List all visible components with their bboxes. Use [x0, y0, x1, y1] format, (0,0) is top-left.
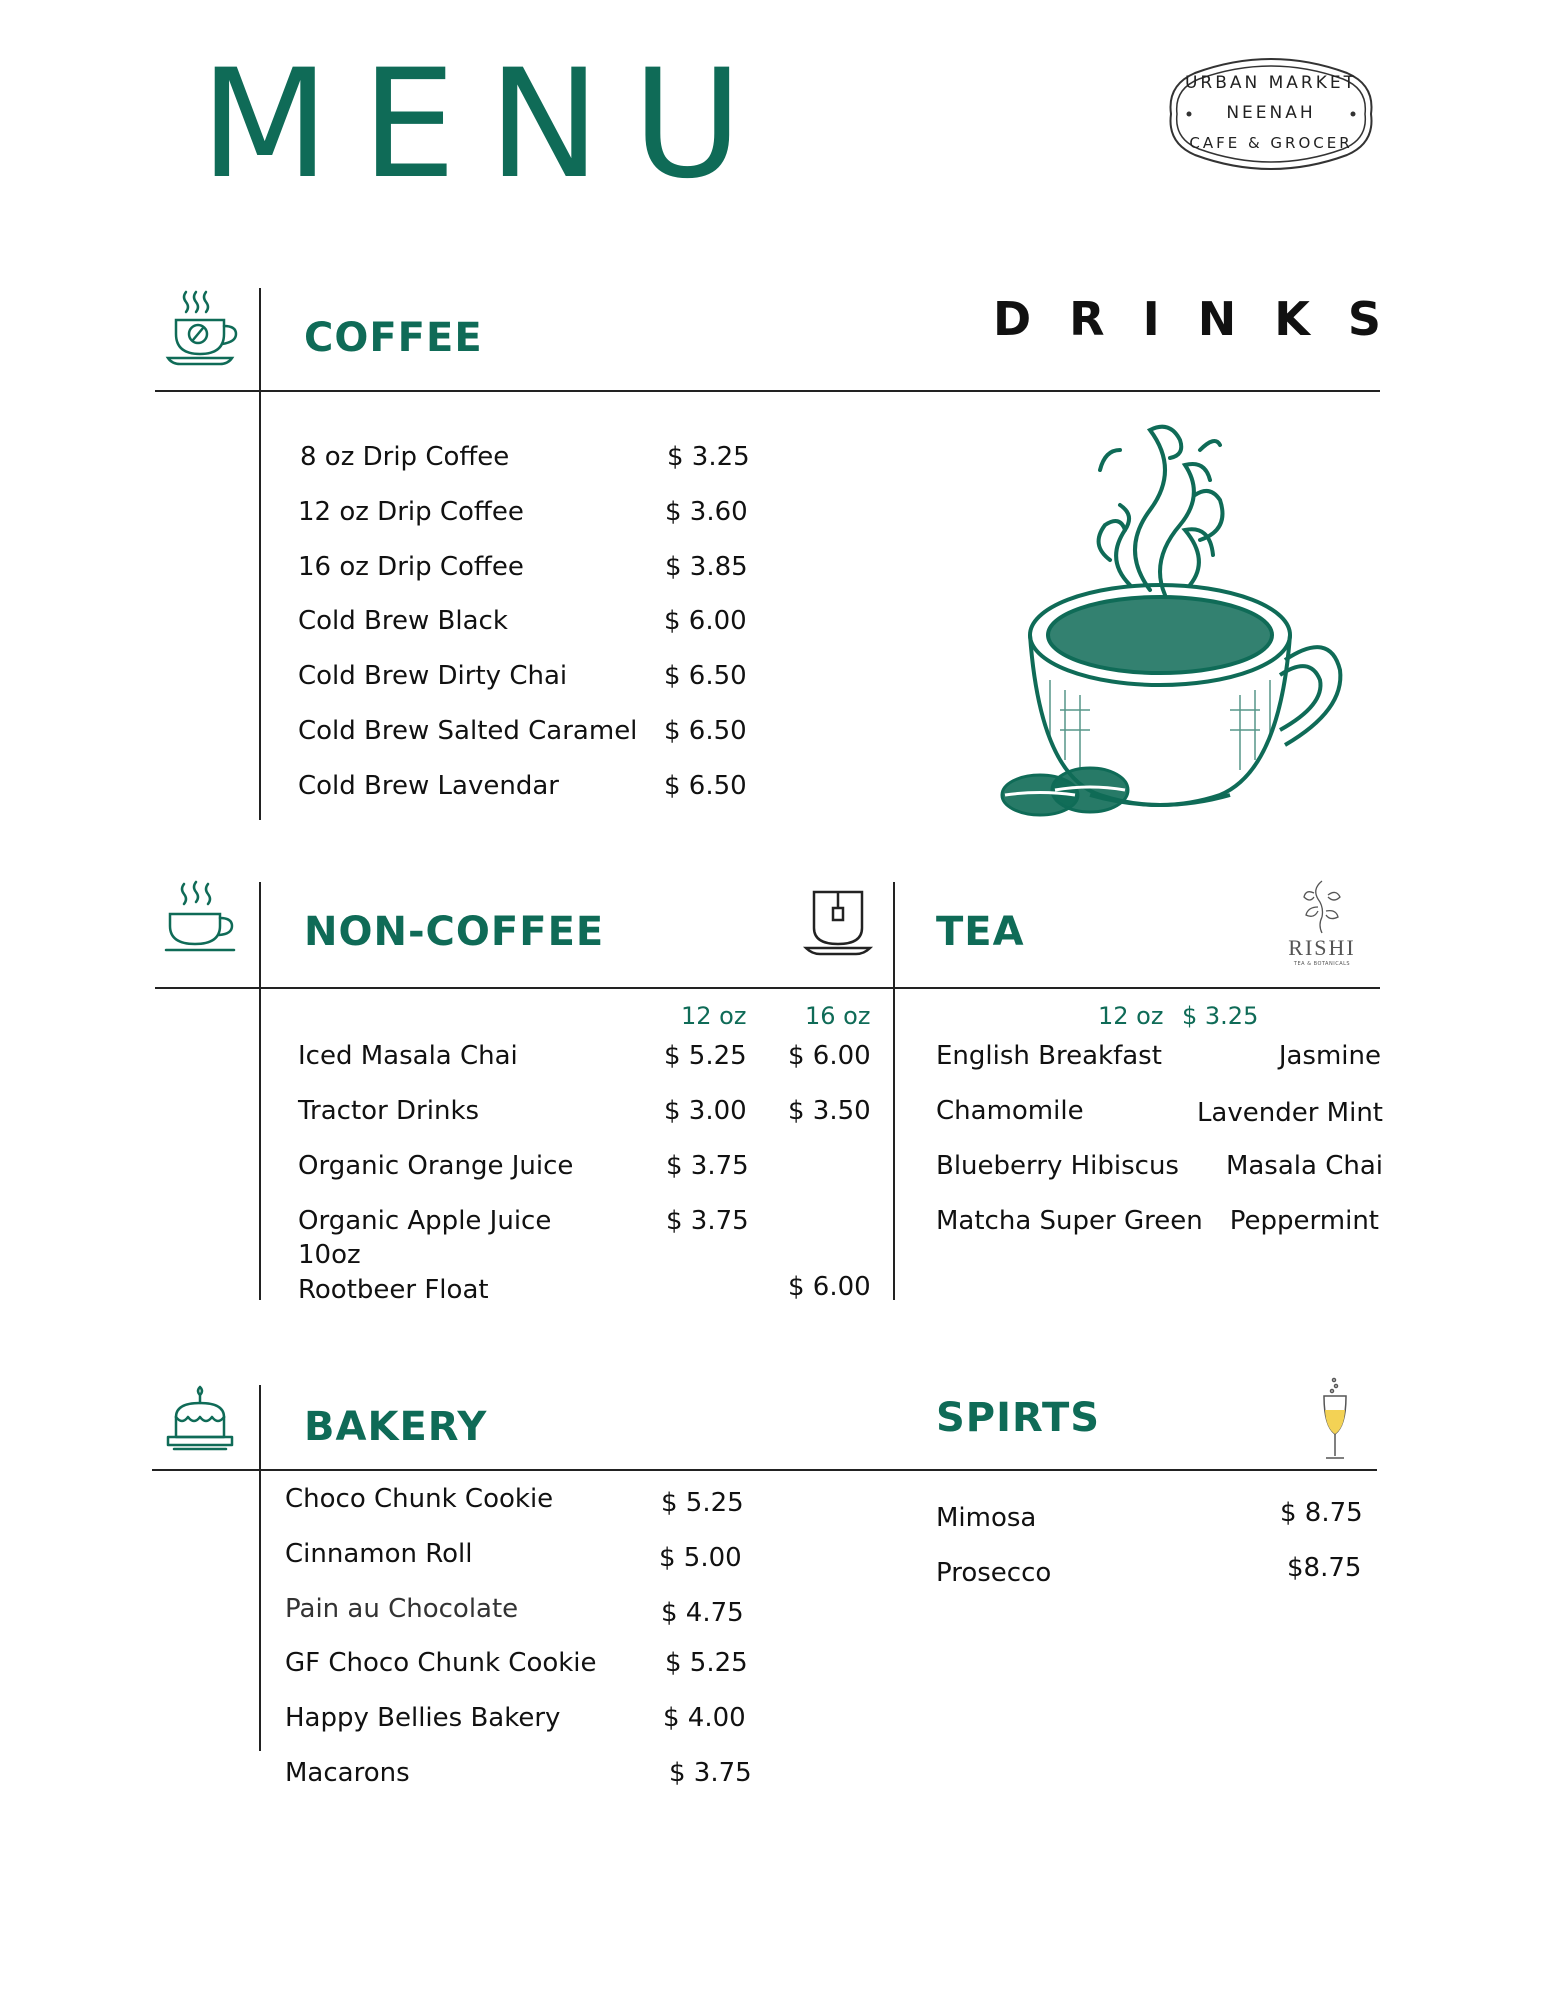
list-item-price: $ 3.75 — [669, 1758, 752, 1788]
list-item-price: $ 4.75 — [661, 1598, 744, 1628]
coffee-horizontal-rule — [155, 390, 1380, 392]
non-coffee-vertical-rule — [259, 882, 261, 1300]
center-vertical-rule — [893, 882, 895, 1300]
rishi-logo — [1284, 877, 1360, 969]
bakery-section-title: BAKERY — [304, 1404, 488, 1450]
list-item: Macarons — [285, 1758, 410, 1788]
list-item-price: $ 6.50 — [664, 771, 747, 801]
bakery-vertical-rule — [259, 1385, 261, 1751]
list-item-price-16oz: $ 3.50 — [788, 1096, 871, 1126]
list-item: Cinnamon Roll — [285, 1539, 473, 1569]
list-item-price-12oz: $ 3.75 — [666, 1206, 749, 1236]
list-item: Iced Masala Chai — [298, 1041, 518, 1071]
coffee-vertical-rule — [259, 288, 261, 820]
spirits-section-title: SPIRTS — [936, 1395, 1101, 1441]
list-item: 12 oz Drip Coffee — [298, 497, 524, 527]
tea-price-header: $ 3.25 — [1182, 1002, 1259, 1030]
list-item-price: $ 3.85 — [665, 552, 748, 582]
size-12oz-header: 12 oz — [681, 1002, 747, 1030]
list-item: Choco Chunk Cookie — [285, 1484, 554, 1514]
list-item: Pain au Chocolate — [285, 1594, 519, 1624]
coffee-section-title: COFFEE — [304, 315, 483, 361]
list-item-price: $ 6.00 — [664, 606, 747, 636]
list-item: Cold Brew Salted Caramel — [298, 716, 638, 746]
list-item: Peppermint — [1229, 1206, 1379, 1236]
list-item: 16 oz Drip Coffee — [298, 552, 524, 582]
list-item-price: $ 5.25 — [661, 1488, 744, 1518]
cake-icon — [164, 1385, 236, 1455]
list-item: Cold Brew Black — [298, 606, 508, 636]
logo-top-text: URBAN MARKET — [1184, 73, 1358, 93]
list-item-price: $8.75 — [1287, 1553, 1362, 1583]
list-item: Organic Apple Juice — [298, 1206, 552, 1236]
list-item: Chamomile — [936, 1096, 1084, 1126]
list-item-price-16oz: $ 6.00 — [788, 1041, 871, 1071]
list-item-price: $ 4.00 — [663, 1703, 746, 1733]
list-item: 8 oz Drip Coffee — [300, 442, 510, 472]
size-16oz-header: 16 oz — [805, 1002, 871, 1030]
list-item: Jasmine — [1278, 1041, 1381, 1071]
list-item: GF Choco Chunk Cookie — [285, 1648, 597, 1678]
logo-bottom-text: CAFE & GROCER — [1189, 134, 1353, 152]
list-item-price: $ 8.75 — [1280, 1498, 1363, 1528]
list-item-price-12oz: $ 3.00 — [664, 1096, 747, 1126]
list-item: Lavender Mint — [1196, 1098, 1383, 1128]
list-item-price: $ 6.50 — [664, 661, 747, 691]
rishi-brand-subtext: TEA & BOTANICALS — [1293, 961, 1351, 967]
urban-market-logo — [1165, 55, 1377, 173]
list-item-price-12oz: $ 3.75 — [666, 1151, 749, 1181]
list-item: Cold Brew Lavendar — [298, 771, 559, 801]
non-coffee-section-title: NON-COFFEE — [304, 909, 605, 955]
tea-size-header: 12 oz — [1098, 1002, 1164, 1030]
logo-middle-text: NEENAH — [1226, 103, 1316, 123]
hot-drink-icon — [164, 880, 236, 952]
tea-cup-icon — [804, 886, 872, 954]
list-item: Cold Brew Dirty Chai — [298, 661, 568, 691]
menu-title: MENU — [200, 38, 775, 212]
list-item: Rootbeer Float — [298, 1275, 489, 1305]
list-item: Matcha Super Green — [936, 1206, 1203, 1236]
list-item: Prosecco — [936, 1558, 1052, 1588]
drinks-heading: DRINKS — [993, 292, 1419, 346]
list-item-price: $ 6.50 — [664, 716, 747, 746]
list-item: Organic Orange Juice — [298, 1151, 574, 1181]
list-item-price-16oz: $ 6.00 — [788, 1272, 871, 1302]
rishi-brand-text: RISHI — [1288, 935, 1356, 960]
list-item-price: $ 3.60 — [665, 497, 748, 527]
list-item: Happy Bellies Bakery — [285, 1703, 561, 1733]
list-item: Mimosa — [936, 1503, 1037, 1533]
list-item-price: $ 3.25 — [667, 442, 750, 472]
bakery-horizontal-rule — [152, 1469, 1377, 1471]
coffee-cup-illustration — [1000, 410, 1340, 820]
list-item: Tractor Drinks — [298, 1096, 480, 1126]
list-item: Masala Chai — [1225, 1151, 1383, 1181]
non-coffee-horizontal-rule — [155, 987, 1380, 989]
tea-section-title: TEA — [936, 909, 1025, 955]
list-item: Blueberry Hibiscus — [936, 1151, 1179, 1181]
list-item: English Breakfast — [936, 1041, 1162, 1071]
list-item-price-12oz: $ 5.25 — [664, 1041, 747, 1071]
champagne-glass-icon — [1318, 1376, 1352, 1462]
list-item-note: 10oz — [298, 1240, 361, 1270]
coffee-cup-icon — [164, 288, 240, 368]
list-item-price: $ 5.00 — [659, 1543, 742, 1573]
list-item-price: $ 5.25 — [665, 1648, 748, 1678]
